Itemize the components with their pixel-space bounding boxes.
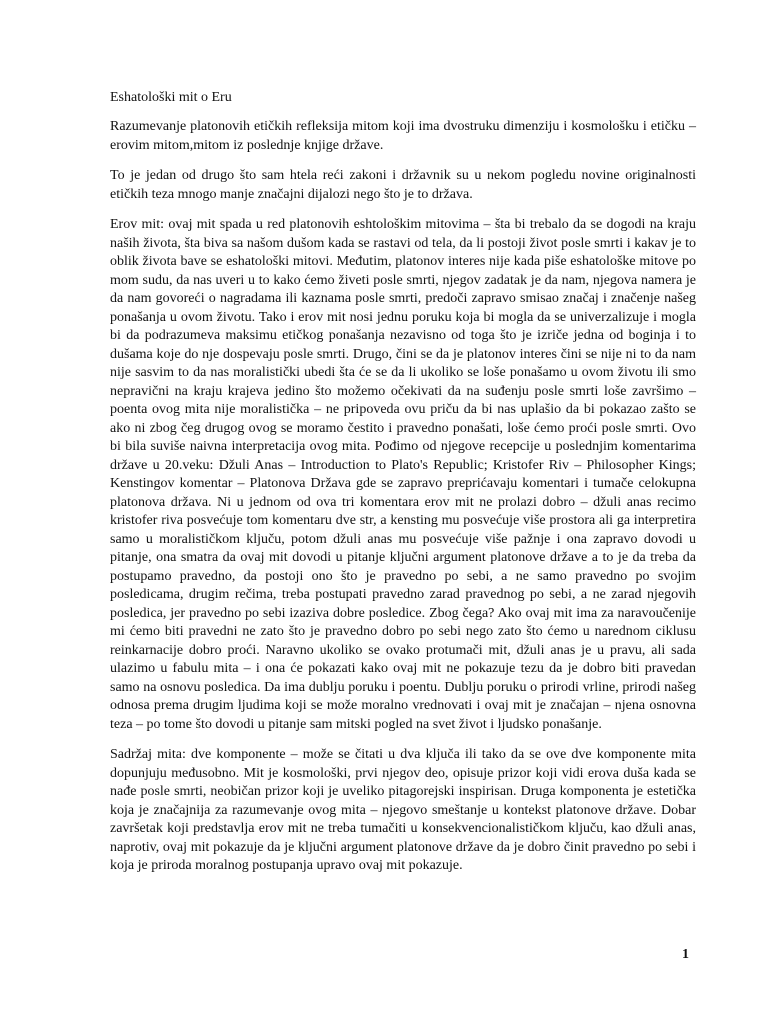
document-title: Eshatološki mit o Eru (110, 90, 232, 105)
paragraph-myth-content: Sadržaj mita: dve komponente – može se čitati u dva ključa ili tako da se ove dve komponente mita dopunjuju međusobno. Mit je kosmološki, prvi njegov deo, opisuje prizor koji vidi erova duša kada se nađe posle smrti, neobičan prizor koji je uveliko pitagorejski inspirisan. Druga komponenta je estetička koja je značajnija za razumevanje ovog mita – njegovo smeštanje u kontekst platonove države. Dobar završetak koji predstavlja erov mit ne treba tumačiti u konsekvencionalističkom ključu, kao džuli anas, naprotiv, ovaj mit pokazuje da je ključni argument platonove države da je dobro činit pravedno po sebi i koja je priroda moralnog postupanja upravo ovaj mit pokazuje. (110, 747, 696, 873)
document-page (110, 80, 696, 888)
paragraph-novelty: To je jedan od drugo što sam htela reći zakoni i državnik su u nekom pogledu novine originalnosti etičkih teza mnogo manje značajni dijalozi nego što je to država. (110, 168, 696, 202)
paragraph-er-myth: Erov mit: ovaj mit spada u red platonovih eshtološkim mitovima – šta bi trebalo da se dogodi na kraju naših života, šta biva sa našom dušom kada se rastavi od tela, da li postoji život posle smrti i kakav je to oblik života bave se eshatološki mitovi. Međutim, platonov interes nije kada piše eshatološke mitove po mom sudu, da nas uveri u to kako ćemo živeti posle smrti, njegov zadatak je da nam, njegova namera je da nam govoreći o nagradama ili kaznama posle smrti, predoči zapravo smisao značaj i značenje našeg ponašanja u ovom životu. Tako i erov mit nosi jednu poruku koja bi mogla da se univerzalizuje i mogla bi da podrazumeva maksimu etičkog ponašanja nezavisno od toga što je izriče jedna od boginja i to dušama koje do nje dospevaju posle smrti. Drugo, čini se da je platonov interes čini se nije ni to da nam nije sasvim to da nas moralistički ubedi šta će se da li ukoliko se loše ponašamo u ovom životu ili smo nepravični na kraju krajeva jedino što možemo očekivati da na suđenju posle smrti loše završimo – poenta ovog mita nije moralistička – ne pripoveda ovu priču da bi nas uplašio da bi pokazao zašto se ako ni zbog čeg drugog ovog se moramo čestito i pravedno ponašati, loše ćemo proći posle smrti. Ovo bi bila suviše naivna interpretacija ovog mita. Pođimo od njegove recepcije u poslednjim komentarima države u 20.veku: Džuli Anas – Introduction to Plato's Republic; Kristofer Riv – Philosopher Kings; Kenstingov komentar – Platonova Država gde se zapravo preprićavaju komentari i tumače celokupna platonova država. Ni u jednom od ova tri komentara erov mit ne prolazi dobro – džuli anas recimo kristofer riva posvećuje tom komentaru dve str, a kensting mu posvećuje više prostora ali ga interpretira samo u moralističkom ključu, potom džuli anas mu posvećuje više pažnje i ona zapravo dovodi u pitanje, ona smatra da ovaj mit dovodi u pitanje ključni argument platonove države a to je da treba da postupamo pravedno, da postoji ono što je pravedno po sebi, a ne samo pravedno po svojim posledicama, drugim rečima, treba postupati pravedno zarad pravednog po sebi, a ne zarad njegovih posledica, jer pravedno po sebi izaziva dobre posledice. Zbog čega? Ako ovaj mit ima za naravoučenije mi ćemo biti pravedni ne zato što je pravedno dobro po sebi nego zato što ćemo u narednom ciklusu reinkarnacije dobro proći. Naravno ukoliko se ovako protumači mit, džuli anas je u pravu, ali sada ulazimo u fabulu mita – i ona će pokazati kako ovaj mit ne pokazuje tezu da je dobro biti pravedan samo na osnovu posledica. Da ima dublju poruku i poentu. Dublju poruku o prirodi vrline, prirodi našeg odnosa prema drugim ljudima koji se može moralno vrednovati i ovaj mit je značajan – njena osnovna teza – po tome što dovodi u pitanje sam mitski pogled na svet život i ljudsko ponašanje. (110, 217, 696, 732)
paragraph-intro: Razumevanje platonovih etičkih refleksija mitom koji ima dvostruku dimenziju i kosmološku i etičku – erovim mitom,mitom iz poslednje knjige države. (110, 119, 696, 153)
page-number: 1 (682, 947, 689, 962)
